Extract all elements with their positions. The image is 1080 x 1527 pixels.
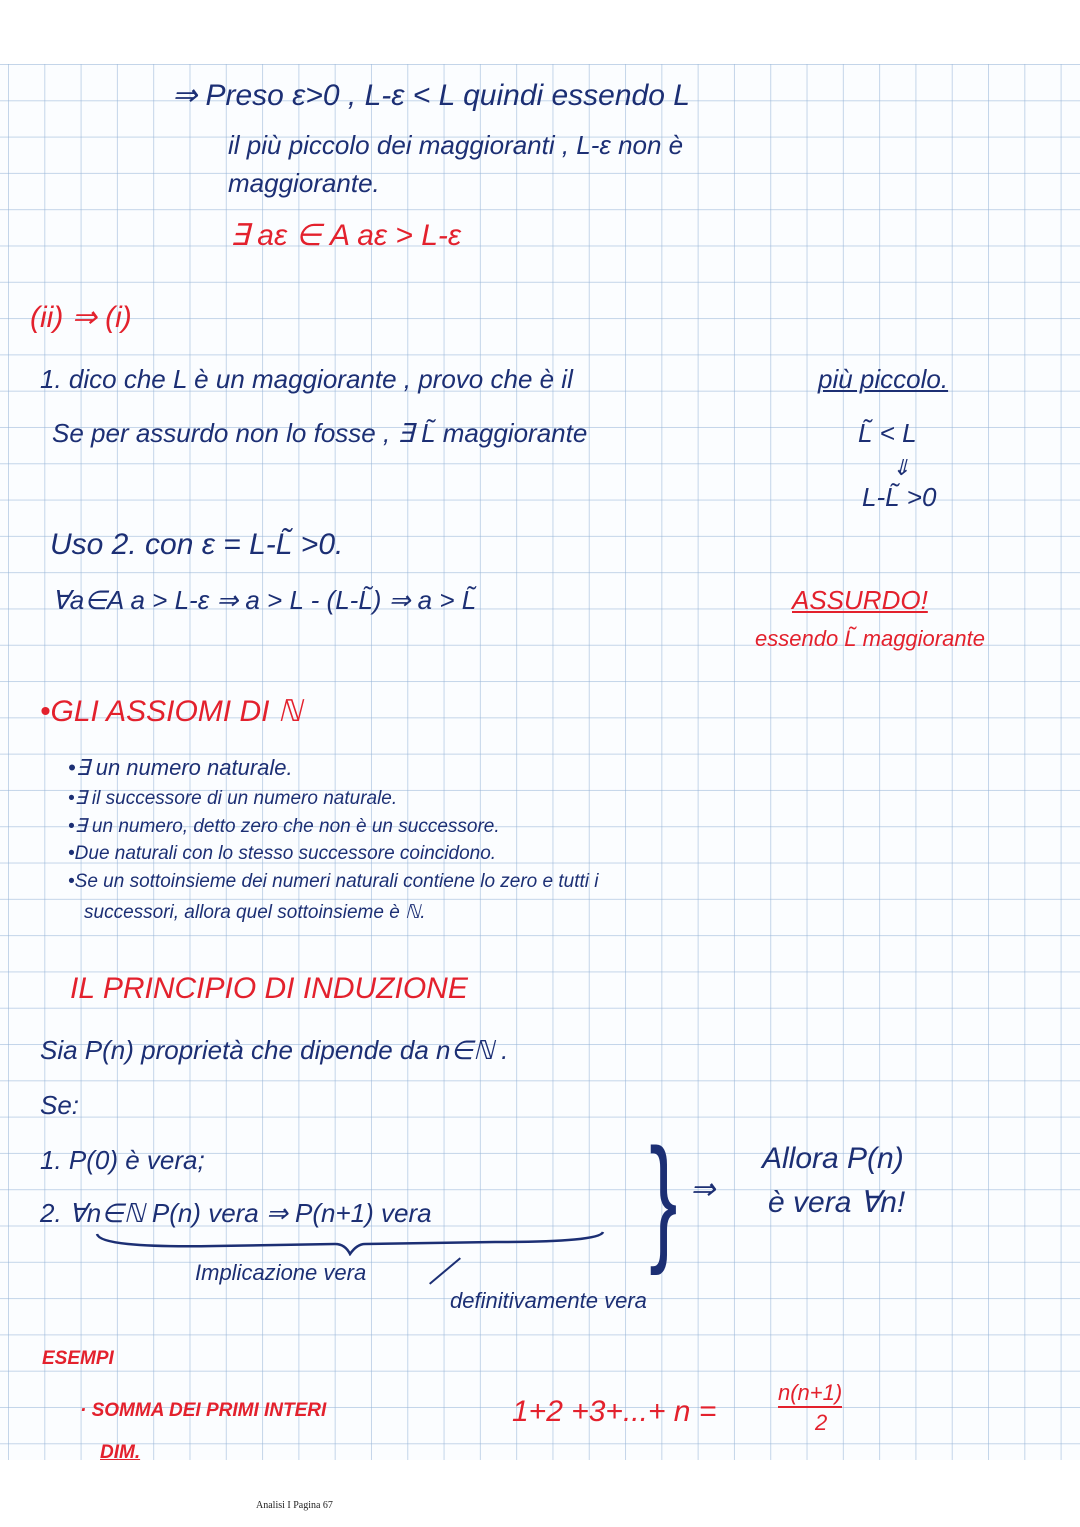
section-heading: •GLI ASSIOMI DI ℕ (40, 695, 302, 728)
note-line: maggiorante. (228, 168, 380, 198)
axiom: •∃ un numero naturale. (68, 755, 293, 780)
note-line: 1. dico che L è un maggiorante , provo che è il (40, 364, 573, 394)
note-line: Implicazione vera (195, 1260, 367, 1285)
note-line: 1. P(0) è vera; (40, 1145, 205, 1175)
axiom: successori, allora quel sottoinsieme è ℕ. (84, 902, 426, 923)
note-line: 2. ∀n∈ℕ P(n) vera ⇒ P(n+1) vera (40, 1198, 432, 1228)
underbrace (95, 1230, 605, 1256)
note-line: ∀a∈A a > L-ε ⇒ a > L - (L-L̃) ⇒ a > L̃ (52, 585, 477, 615)
section-heading: (ii) ⇒ (i) (30, 301, 132, 334)
note-line: più piccolo. (818, 364, 949, 394)
curly-brace: } (649, 1119, 678, 1276)
formula-denominator: 2 (815, 1410, 828, 1435)
note-line: L-L̃ >0 (862, 482, 937, 512)
note-line: DIM. (100, 1442, 141, 1463)
axiom: •∃ il successore di un numero naturale. (68, 788, 398, 809)
axiom: •Se un sottoinsieme dei numeri naturali contiene lo zero e tutti i (68, 871, 599, 892)
conclusion: è vera ∀n! (768, 1186, 906, 1219)
page-footer: Analisi I Pagina 67 (256, 1500, 333, 1511)
note-line: ∃ aε ∈ A aε > L-ε (230, 219, 462, 252)
note-line: Se: (40, 1090, 80, 1120)
note-line: essendo L̃ maggiorante (755, 626, 985, 651)
conclusion: Allora P(n) (762, 1142, 904, 1175)
axiom: •∃ un numero, detto zero che non è un successore. (68, 816, 500, 837)
note-line: definitivamente vera (450, 1288, 647, 1313)
note-line: Uso 2. con ε = L-L̃ >0. (50, 528, 344, 561)
note-line: Sia P(n) proprietà che dipende da n∈ℕ . (40, 1035, 509, 1065)
implies-arrow: ⇒ (690, 1173, 716, 1206)
note-line: ⇓ (892, 455, 911, 480)
note-line: il più piccolo dei maggioranti , L-ε non è (228, 130, 684, 160)
formula-numerator: n(n+1) (778, 1380, 842, 1408)
section-heading: IL PRINCIPIO DI INDUZIONE (70, 972, 468, 1005)
note-line: Se per assurdo non lo fosse , ∃ L̃ maggiorante (52, 418, 588, 448)
note-line: L̃ < L (858, 418, 917, 448)
section-heading: ESEMPI (42, 1348, 114, 1369)
formula: 1+2 +3+...+ n = (512, 1395, 717, 1428)
note-line: ASSURDO! (792, 585, 928, 615)
axiom: •Due naturali con lo stesso successore coincidono. (68, 843, 497, 864)
note-line: · SOMMA DEI PRIMI INTERI (80, 1400, 327, 1421)
note-line: ⇒ Preso ε>0 , L-ε < L quindi essendo L (172, 79, 690, 112)
